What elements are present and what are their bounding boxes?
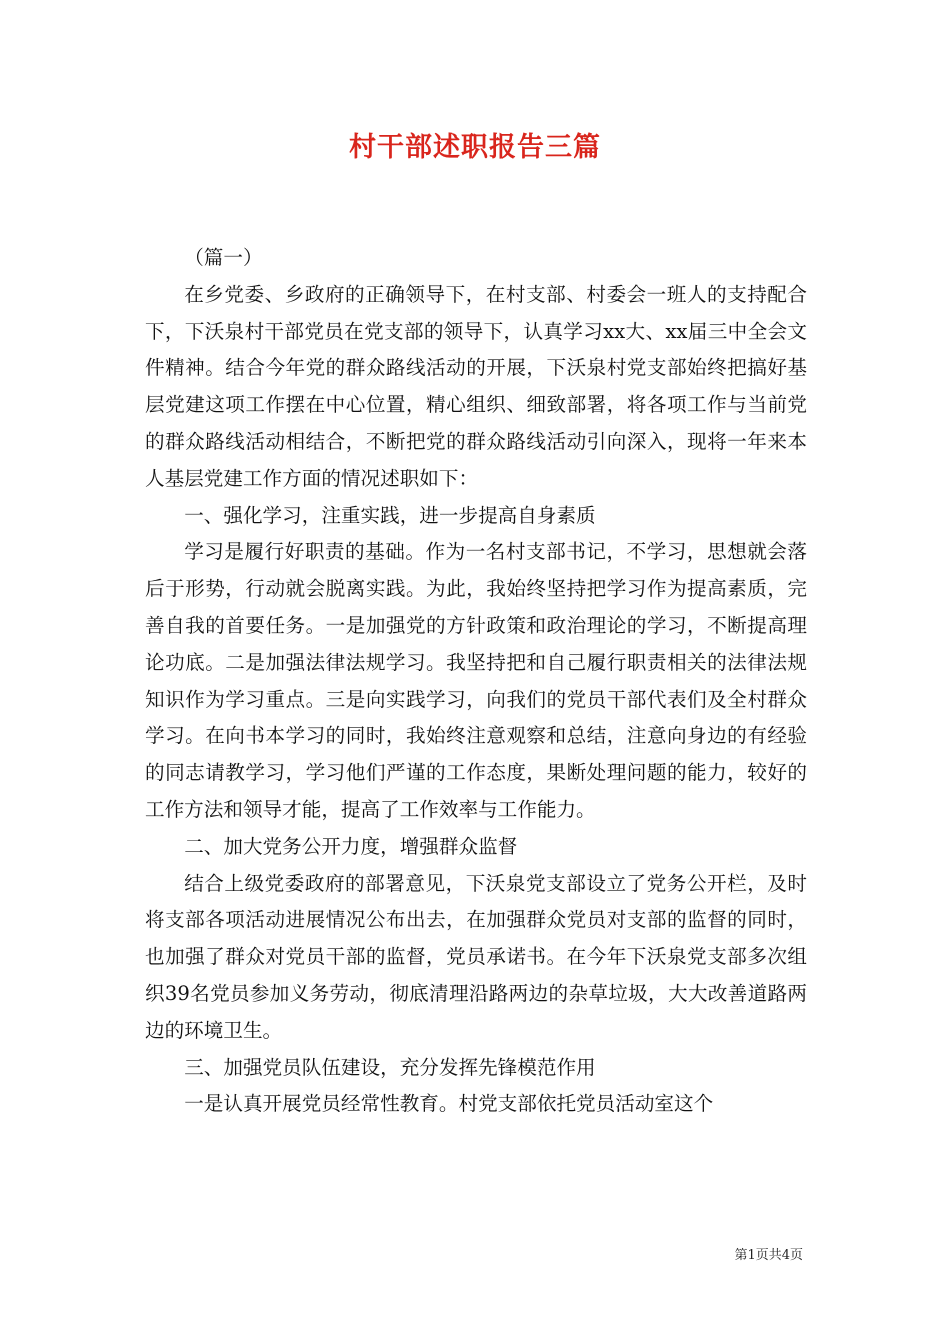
body-paragraph: 在乡党委、乡政府的正确领导下，在村支部、村委会一班人的支持配合下，下沃泉村干部党员在党支部的领导下，认真学习xx大、xx届三中全会文件精神。结合今年党的群众路线活动的开展，下沃泉村党支部始终把搞好基层党建这项工作摆在中心位置，精心组织、细致部署，将各项工作与当前党的群众路线活动相结合，不断把党的群众路线活动引向深入，现将一年来本人基层党建工作方面的情况述职如下： (145, 282, 807, 490)
body-paragraph: 结合上级党委政府的部署意见，下沃泉党支部设立了党务公开栏，及时将支部各项活动进展情况公布出去，在加强群众党员对支部的监督的同时，也加强了群众对党员干部的监督，党员承诺书。在今年下沃泉党支部多次组织39名党员参加义务劳动，彻底清理沿路两边的杂草垃圾，大大改善道路两边的环境卫生。 (145, 871, 807, 1042)
section-label: （篇一） (184, 246, 263, 269)
section-heading: 二、加大党务公开力度，增强群众监督 (184, 834, 518, 858)
document-body (145, 240, 807, 1123)
body-paragraph: 学习是履行好职责的基础。作为一名村支部书记，不学习，思想就会落后于形势，行动就会脱离实践。为此，我始终坚持把学习作为提高素质，完善自我的首要任务。一是加强党的方针政策和政治理论的学习，不断提高理论功底。二是加强法律法规学习。我坚持把和自己履行职责相关的法律法规知识作为学习重点。三是向实践学习，向我们的党员干部代表们及全村群众学习。在向书本学习的同时，我始终注意观察和总结，注意向身边的有经验的同志请教学习，学习他们严谨的工作态度，果断处理问题的能力，较好的工作方法和领导才能，提高了工作效率与工作能力。 (145, 540, 807, 821)
document-title: 村干部述职报告三篇 (349, 132, 601, 163)
body-paragraph: 一是认真开展党员经常性教育。村党支部依托党员活动室这个 (184, 1092, 714, 1116)
section-heading: 三、加强党员队伍建设，充分发挥先锋模范作用 (184, 1055, 596, 1079)
page-number: 第1页共4页 (734, 1248, 803, 1263)
section-heading: 一、强化学习，注重实践，进一步提高自身素质 (184, 503, 596, 527)
